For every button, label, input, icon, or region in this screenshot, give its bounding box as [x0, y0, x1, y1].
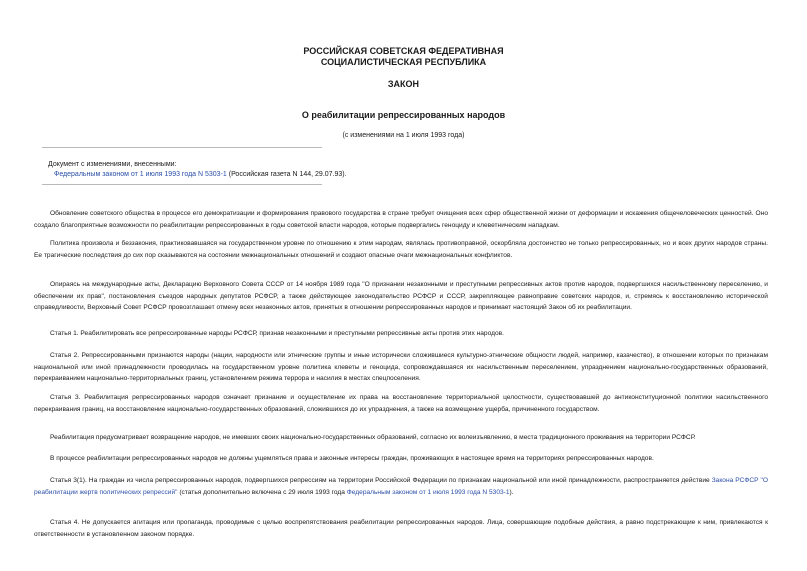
amendment-law-link[interactable]: Федеральным законом от 1 июля 1993 года N 5303-1: [54, 171, 227, 178]
article-2: Статья 2. Репрессированными признаются народы (нации, народности или этнические группы и иные исторически сложившиеся культурно-этнические общности людей, например, казачество), в отношении которых по признакам национальной или иной принадлежности проводилась на государственном уровне политика клеветы и геноцида, сопровождавшаяся их насильственным переселением, упразднением национально-государственных образований, перекраиванием национально-территориальных границ, установлением режима террора и насилия в местах спецпоселения.: [34, 352, 768, 383]
amendment-source: (Российская газета N 144, 29.07.93).: [226, 171, 347, 178]
article-3-1-text: Статья 3(1). На граждан из числа репрессированных народов, подвергшихся репрессиям на территории Российской Федерации по признакам национальной или иной принадлежности, распространяется действие: [50, 477, 712, 484]
article-4: Статья 4. Не допускается агитация или пропаганда, проводимые с целью воспрепятствования реабилитации репрессированных народов. Лица, совершающие подобные действия, а равно подстрекающие к ним, привлекаются к ответственности в установленном законом порядке.: [34, 519, 768, 538]
state-name-line-2: СОЦИАЛИСТИЧЕСКАЯ РЕСПУБЛИКА: [320, 57, 487, 67]
article-3-paragraph-2: Реабилитация предусматривает возвращение народов, не имевших своих национально-государственных образований, согласно их волеизъявлению, в места традиционного проживания на территории РСФСР.: [50, 434, 696, 441]
amendment-law-link-2[interactable]: Федеральным законом от 1 июля 1993 года N 5303-1: [346, 488, 510, 496]
article-3-1-note: (статья дополнительно включена с 29 июля 1993 года: [177, 488, 347, 496]
document-subtitle: (с изменениями на 1 июля 1993 года): [342, 132, 465, 139]
document-type: ЗАКОН: [387, 79, 420, 89]
article-1: Статья 1. Реабилитировать все репрессированные народы РСФСР, признав незаконными и преступными репрессивные акты против этих народов.: [50, 330, 504, 337]
article-3: Статья 3. Реабилитация репрессированных народов означает признание и осуществление их права на восстановление территориальной целостности, существовавшей до антиконституционной политики насильственного перекраивания границ, на восстановление национально-государственных образований, сложившихся до их упразднения, а также на возмещение ущерба, причиненного государством.: [34, 394, 768, 413]
document-title: О реабилитации репрессированных народов: [301, 110, 506, 120]
article-3-paragraph-3: В процессе реабилитации репрессированных народов не должны ущемляться права и законные интересы граждан, проживающих в настоящее время на территориях репрессированных народов.: [50, 455, 654, 462]
divider-bottom: [42, 184, 322, 185]
preamble-paragraph-1: Обновление советского общества в процессе его демократизации и формирования правового государства в стране требует очищения всех сфер общественной жизни от деформации и искажения общечеловеческих ценностей. Оно создало благоприятные возможности по реабилитации репрессированных в годы советской власти народов, которые подвергались геноциду и клеветническим нападкам.: [34, 210, 768, 229]
state-name-line-1: РОССИЙСКАЯ СОВЕТСКАЯ ФЕДЕРАТИВНАЯ: [303, 46, 504, 56]
article-3-1-end: ).: [509, 488, 514, 496]
preamble-paragraph-2: Политика произвола и беззакония, практиковавшаяся на государственном уровне по отношению к этим народам, являлась противоправной, оскорбляла достоинство не только репрессированных, но и всех других народов страны. Ее трагические последствия до сих пор сказываются на состоянии межнациональных отношений и создают опасные очаги межнациональных конфликтов.: [34, 240, 768, 259]
preamble-paragraph-3: Опираясь на международные акты, Декларацию Верховного Совета СССР от 14 ноября 1989 года "О признании незаконными и преступными репрессивных актов против народов, подвергшихся насильственному переселению, и обеспечении их прав", постановления съездов народных депутатов РСФСР, а также действующее законодательство РСФСР и СССР, закрепляющее равноправие советских народов, и, стремясь к восстановлению исторической справедливости, Верховный Совет РСФСР провозглашает отмену всех незаконных актов, принятых в отношении репрессированных народов и принимает настоящий Закон об их реабилитации.: [34, 281, 768, 312]
rehabilitation-law-link[interactable]: Закона РСФСР "О реабилитации жертв политических репрессий": [34, 477, 768, 496]
amendments-line: [54, 170, 347, 180]
amendments-intro: Документ с изменениями, внесенными:: [48, 161, 177, 168]
divider-top: [42, 147, 322, 148]
article-3-1: [34, 475, 768, 498]
